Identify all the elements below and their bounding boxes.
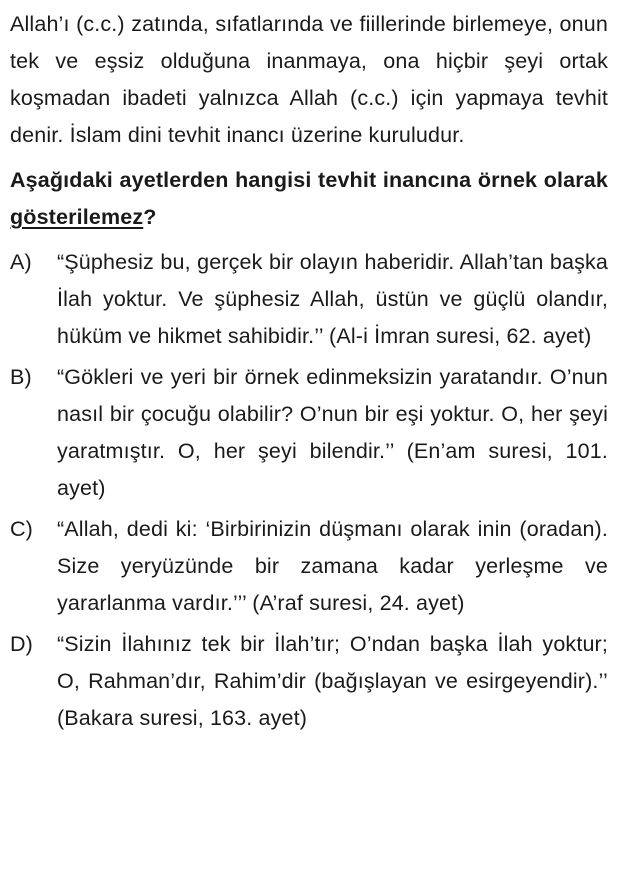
option-text: “Sizin İlahınız tek bir İlah’tır; O’ndan başka İlah yoktur; O, Rahman’dır, Rahim’dir (bağışlayan ve esirgeyendir).’’ (Bakara suresi, 163. ayet) bbox=[57, 632, 608, 730]
question-text: Aşağıdaki ayetlerden hangisi tevhit inancına örnek olarak bbox=[10, 168, 608, 192]
option-c[interactable] bbox=[10, 511, 608, 622]
option-a[interactable] bbox=[10, 244, 608, 355]
option-text: “Gökleri ve yeri bir örnek edinmeksizin yaratandır. O’nun nasıl bir çocuğu olabilir? O’nun bir eşi yoktur. O, her şeyi yaratmıştır. O, her şeyi bilendir.’’ (En’am suresi, 101. ayet) bbox=[57, 365, 608, 500]
option-text: “Şüphesiz bu, gerçek bir olayın haberidir. Allah’tan başka İlah yoktur. Ve şüphesiz Allah, üstün ve güçlü olandır, hüküm ve hikmet sahibidir.’’ (Al-i İmran suresi, 62. ayet) bbox=[57, 250, 608, 348]
option-label: D) bbox=[10, 632, 33, 656]
option-text: “Allah, dedi ki: ‘Birbirinizin düşmanı olarak inin (oradan). Size yeryüzünde bir zamana kadar yerleşme ve yararlanma vardır.’’’ (A’raf suresi, 24. ayet) bbox=[57, 517, 608, 615]
question-emphasis: gösterilemez bbox=[10, 205, 144, 229]
question-stem bbox=[10, 162, 608, 236]
question-mark: ? bbox=[143, 205, 157, 229]
option-d[interactable] bbox=[10, 626, 608, 737]
option-label: A) bbox=[10, 250, 32, 274]
option-b[interactable] bbox=[10, 359, 608, 507]
intro-paragraph: Allah’ı (c.c.) zatında, sıfatlarında ve fiillerinde birlemeye, onun tek ve eşsiz olduğuna inanmaya, ona hiçbir şeyi ortak koşmadan ibadeti yalnızca Allah (c.c.) için yapmaya tevhit denir. İslam dini tevhit inancı üzerine kuruludur. bbox=[10, 12, 608, 147]
option-label: B) bbox=[10, 365, 32, 389]
option-label: C) bbox=[10, 517, 33, 541]
